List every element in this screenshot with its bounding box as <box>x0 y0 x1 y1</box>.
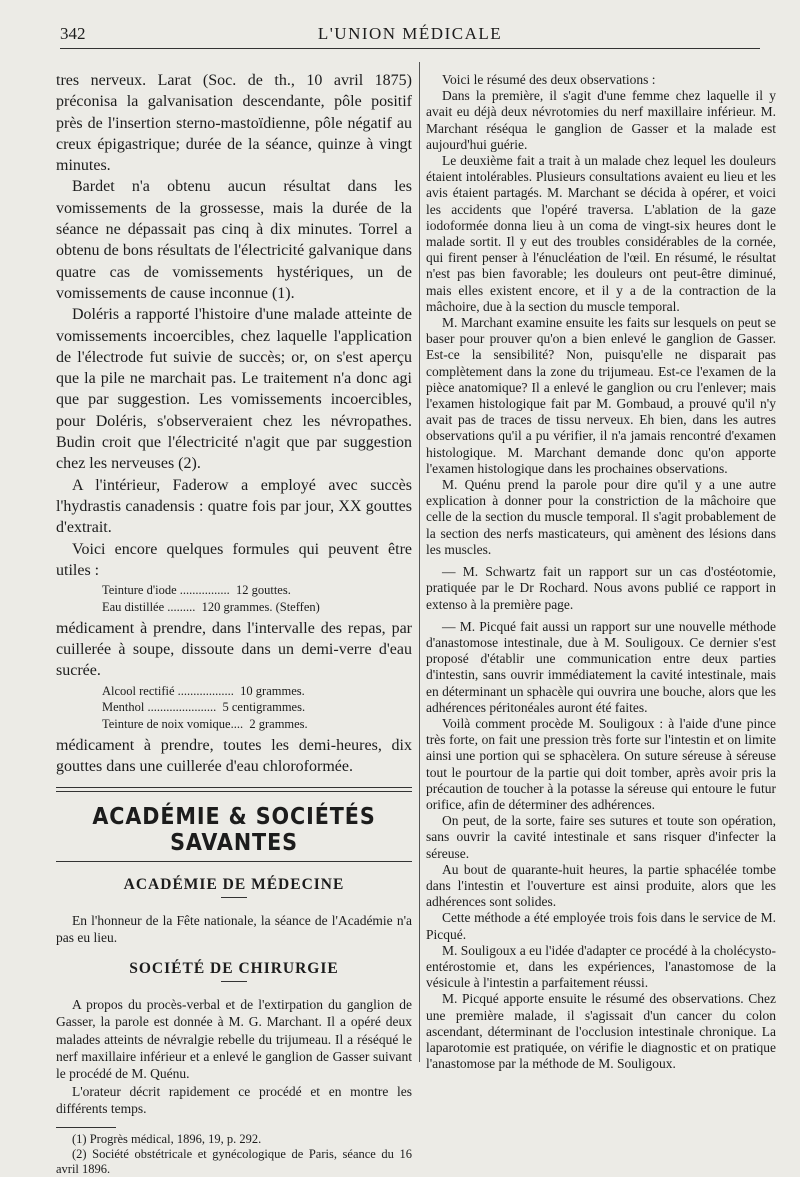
paragraph: M. Quénu prend la parole pour dire qu'il y a une autre explication à donner pour la constriction de la mâchoire que celle de la section du muscle temporal. Il s'agit probablement de la section des nerfs masticateurs, qui amènent des lésions dans les muscles. <box>426 477 776 557</box>
paragraph: L'orateur décrit rapidement ce procédé et en montre les différents temps. <box>56 1083 412 1116</box>
formula-line: Teinture d'iode ................ 12 gouttes. <box>102 583 291 598</box>
academie-heading: ACADÉMIE DE MÉDECINE <box>123 875 345 893</box>
paragraph: Au bout de quarante-huit heures, la partie sphacélée tombe dans l'intestin et l'ouverture est ainsi produite, alors que les adhérences sont solides. <box>426 861 776 910</box>
paragraph: Le deuxième fait a trait à un malade chez lequel les douleurs étaient intolérables. Plusieurs consultations avaient eu lieu et les avis étaient partagés. M. Marchant se décida à opérer, et voici les accidents que l'opéré traversa. L'ablation de la gaze iodoformée donna lieu à un coma de vingt-six heures dont le malade sortit. Il y eut des troubles considérables de la cornée, qui firent penser à l'énucléation de l'œil. En résumé, le résultat n'est pas bien favorable; les douleurs ont peut-être diminué, mais elles existent encore, et il y a de la contraction de la mâchoire, due à la section du muscle temporal. <box>426 153 776 314</box>
section-rule <box>56 861 412 862</box>
paragraph: M. Souligoux a eu l'idée d'adapter ce procédé à la cholécysto-entérostomie et, dans les expériences, l'anastomose de la vésicule à l'intestin a parfaitement réussi. <box>426 942 776 991</box>
footnote: (1) Progrès médical, 1896, 19, p. 292. <box>72 1132 262 1147</box>
formula-line: Menthol ...................... 5 centigrammes. <box>102 700 306 715</box>
paragraph: Voilà comment procède M. Souligoux : à l'aide d'une pince très forte, on fait une pression très forte sur l'intestin et on limite ainsi une portion qui se sphacèlera. On suture séreuse à séreuse tout le pourtour de la partie qui doit tomber, après avoir pris la précaution de toucher à la potasse la séreuse qui entoure le futur orifice, afin de déterminer des adhérences. <box>426 715 776 812</box>
paragraph: médicament à prendre, dans l'intervalle des repas, par cuillerée à soupe, dissoute dans un demi-verre d'eau sucrée. <box>56 619 412 680</box>
paragraph: Voici encore quelques formules qui peuvent être utiles : <box>56 540 412 579</box>
short-rule <box>221 897 247 898</box>
paragraph: tres nerveux. Larat (Soc. de th., 10 avril 1875) préconisa la galvanisation descendante, pôle positif près de l'insertion sterno-mastoïdienne, pôle négatif au creux épigastrique; durée de la séance, quinze à vingt minutes. <box>56 72 412 175</box>
paragraph: Cette méthode a été employée trois fois dans le service de M. Picqué. <box>426 910 776 942</box>
footnote: (2) Société obstétricale et gynécologique de Paris, séance du 16 avril 1896. <box>56 1147 412 1177</box>
prescription-formula <box>56 683 412 733</box>
paragraph: Bardet n'a obtenu aucun résultat dans les vomissements de la grossesse, mais la durée de la séance ne dépassait pas cinq à dix minutes. Torrel a obtenu de bons résultats de l'électricité galvanique dans quatre cas de vomissements hystériques, un de vomissements de cause inconnue (1). <box>56 178 412 302</box>
formula-line: Teinture de noix vomique.... 2 grammes. <box>102 717 308 732</box>
paragraph: En l'honneur de la Fête nationale, la séance de l'Académie n'a pas eu lieu. <box>56 912 412 945</box>
formula-line: Alcool rectifié .................. 10 grammes. <box>102 683 305 698</box>
paragraph: — M. Picqué fait aussi un rapport sur une nouvelle méthode d'anastomose intestinale, due à M. Souligoux. Ce dernier s'est proposé d'établir une communication entre deux parties d'intestin, sans ouvrir immédiatement la cavité intestinale, mais en déterminant un sphacèle qui ouvrira une bouche, alors que les adhérences péritonéales auront été faites. <box>426 618 776 715</box>
prescription-formula <box>56 582 412 616</box>
paragraph: — M. Schwartz fait un rapport sur un cas d'ostéotomie, pratiquée par le Dr Rochard. Nous avons publié ce rapport in extenso à la première page. <box>426 564 776 612</box>
paragraph: On peut, de la sorte, faire ses sutures et toute son opération, sans ouvrir la cavité intestinale et sans risquer d'infecter la séreuse. <box>426 813 776 861</box>
paragraph: M. Picqué apporte ensuite le résumé des observations. Chez une première malade, il s'agissait d'un cancer du colon ascendant, déterminant de l'occlusion intestinale chronique. La laparotomie est pratiquée, on vérifie le diagnostic et on pratique l'anastomose par la méthode de M. Souligoux. <box>426 991 776 1072</box>
paragraph: Doléris a rapporté l'histoire d'une malade atteinte de vomissements incoercibles, chez laquelle l'application de l'électrode fut suivie de succès; or, on s'est aperçu que la pile ne marchait pas. Le traitement n'a donc agi que par suggestion. Les vomissements incoercibles, pour Doléris, s'observeraient chez les névropathes. Budin croit que l'électricité n'agit que par suggestion chez les nerveuses (2). <box>56 306 412 473</box>
section-title: ACADÉMIE & SOCIÉTÉS SAVANTES <box>92 803 376 856</box>
column-divider <box>419 62 420 1062</box>
left-column <box>56 70 412 1177</box>
paragraph: Dans la première, il s'agit d'une femme chez laquelle il y avait eu déjà deux névrotomies du nerf maxillaire inférieur. M. Marchant réséqua le ganglion de Gasser et la malade est aujourd'hui guérie. <box>426 88 776 152</box>
page-header <box>60 22 760 48</box>
right-column <box>426 72 776 1072</box>
paragraph: A propos du procès-verbal et de l'extirpation du ganglion de Gasser, la parole est donnée à M. G. Marchant. Il a opéré deux malades atteints de névralgie rebelle du trijumeau. Il a réséqué le nerf maxillaire inférieur et a enlevé le ganglion de Gasser suivant le procédé de M. Quénu. <box>56 997 412 1082</box>
short-rule <box>221 981 247 982</box>
paragraph: M. Marchant examine ensuite les faits sur lesquels on peut se baser pour prouver qu'on a bien enlevé le ganglion de Gasser. Est-ce la sensibilité? Non, puisqu'elle ne disparait pas complètement dans la zone du trijumeau. Est-ce l'examen de la pièce anatomique? Il a enlevé le ganglion ou cru l'enlever; mais l'examen histologique fait par M. Gombaud, a prouvé qu'il n'y avait pas de traces de tissu nerveux. Eh bien, dans les autres observations qu'il a pu vérifier, il n'a jamais rencontré d'examen histologique. M. Marchant demande donc qu'on apporte l'examen histologique dans les prochaines observations. <box>426 315 776 476</box>
paragraph: Voici le résumé des deux observations : <box>442 72 656 87</box>
journal-title: L'UNION MÉDICALE <box>317 24 503 43</box>
header-rule <box>60 48 760 49</box>
societe-heading: SOCIÉTÉ DE CHIRURGIE <box>129 960 339 978</box>
page-number: 342 <box>60 24 86 43</box>
formula-line: Eau distillée ......... 120 grammes. (Steffen) <box>102 599 320 614</box>
paragraph: médicament à prendre, toutes les demi-heures, dix gouttes dans une cuillerée d'eau chloroformée. <box>56 737 412 776</box>
section-double-rule <box>56 787 412 792</box>
paragraph: A l'intérieur, Faderow a employé avec succès l'hydrastis canadensis : quatre fois par jour, XX gouttes d'extrait. <box>56 476 412 537</box>
footnote-rule <box>56 1127 116 1128</box>
